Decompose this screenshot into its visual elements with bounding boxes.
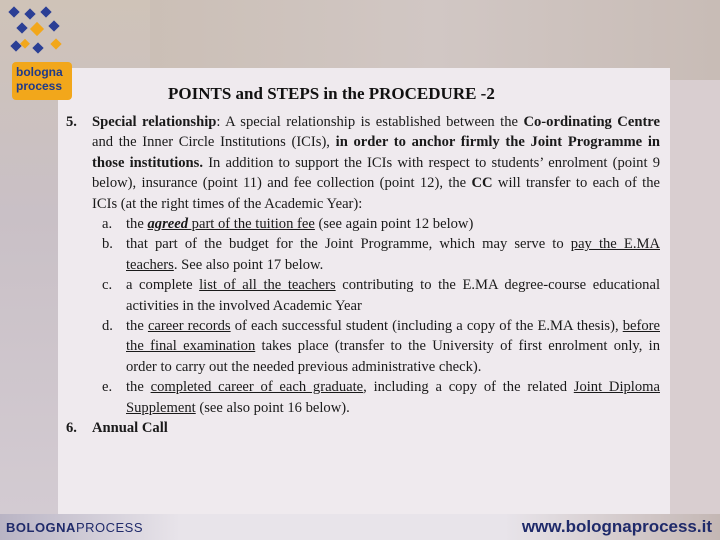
footer-brand [6, 520, 143, 535]
footer-brand-light: PROCESS [75, 520, 144, 535]
sub-text: (see again point 12 below) [314, 216, 474, 233]
sub-item-a [66, 214, 660, 234]
sub-item-b [66, 234, 660, 275]
logo-line2: process [16, 79, 63, 93]
underlined-text: career records [147, 318, 231, 335]
point-heading: Annual Call [92, 420, 168, 437]
underlined-text: list of all the teachers [199, 277, 336, 294]
sub-text: that part of the budget for the Joint Programme, which may serve to [126, 236, 571, 253]
sub-text: . See also point 17 below. [173, 256, 324, 273]
bold-text: in order to anchor firmly the Joint Programme in those institutions. [92, 134, 660, 171]
bold-text: Co-ordinating Centre [523, 114, 660, 130]
sub-letter: c. [102, 277, 113, 294]
footer-website-link[interactable]: www.bolognaprocess.it [521, 517, 712, 536]
footer-brand-bold: BOLOGNA [6, 520, 76, 535]
stars-graphic-icon [6, 4, 70, 62]
sub-text: contributing to the E.MA degree-course educational activities in the involved Academic Year [126, 277, 661, 314]
sub-text: of each successful student (including a copy of the E.MA thesis), [230, 318, 623, 335]
sub-text: the [126, 318, 148, 335]
point-text: : A special relationship is established between the [216, 114, 524, 130]
sub-letter: e. [102, 379, 113, 396]
bold-text: CC [471, 175, 493, 192]
sub-letter: b. [102, 236, 113, 253]
point-text: will transfer to each of the ICIs (at the right times of the Academic Year): [92, 175, 660, 212]
underlined-text: part of the tuition fee [188, 216, 315, 233]
point-6 [66, 418, 660, 438]
slide-title: POINTS and STEPS in the PROCEDURE -2 [168, 84, 495, 103]
sub-text: , including a copy of the related [363, 379, 574, 396]
sub-item-d [66, 316, 660, 377]
sub-letter: a. [102, 216, 113, 233]
underlined-text: before the final examination [126, 318, 660, 355]
emphasis-text: agreed [147, 216, 189, 233]
underlined-text: pay the E.MA teachers [126, 236, 660, 273]
sub-item-c [66, 275, 660, 316]
point-text: and the Inner Circle Institutions (ICIs), [92, 134, 336, 151]
sub-item-e [66, 377, 660, 418]
point-heading: Special relationship [92, 114, 217, 130]
sub-text: a complete [126, 277, 200, 294]
logo-wordmark [12, 62, 72, 100]
underlined-text: completed career of each graduate [150, 379, 364, 396]
bologna-process-logo [6, 4, 70, 100]
point-text: In addition to support the ICIs with respect to students’ enrolment (point 9 below), insurance (point 11) and fee collection (point 12), the [92, 154, 660, 192]
slide-content [66, 112, 660, 439]
logo-line1: bologna [16, 65, 63, 79]
point-number: 5. [66, 114, 77, 130]
underlined-text: Joint Diploma Supplement [126, 379, 660, 416]
point-5 [66, 112, 660, 214]
sub-text: (see also point 16 below). [195, 399, 350, 416]
sub-letter: d. [102, 318, 113, 335]
sub-text: the [126, 216, 148, 233]
sub-text: takes place (transfer to the University of first enrolment only, in order to carry out the needed previous administrative check). [126, 338, 660, 375]
point-number: 6. [66, 420, 77, 437]
sub-text: the [126, 379, 151, 396]
